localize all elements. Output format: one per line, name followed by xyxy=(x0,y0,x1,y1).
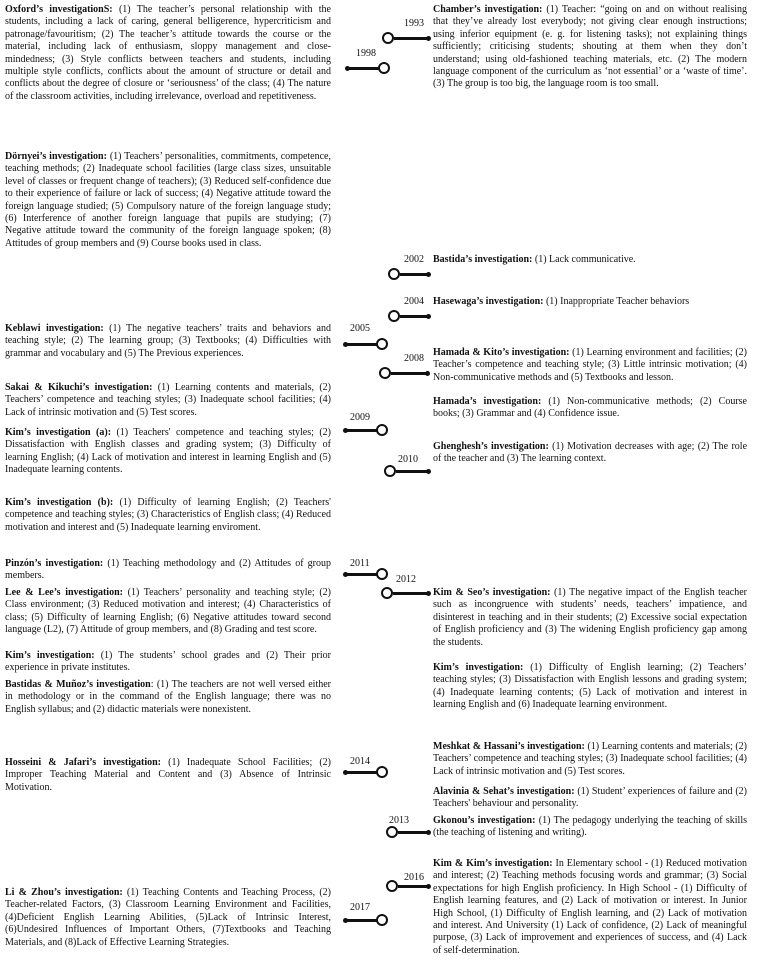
entry-title: Kim’s investigation (a): xyxy=(5,427,112,438)
entry-title: Oxford’s investigationS: xyxy=(5,4,113,15)
entry-title: Hamada’s investigation: xyxy=(433,396,542,407)
entry-body: In Elementary school - (1) Reduced motivation and interest; (2) Teaching methods focusing words and grammar; (3) Social expectations for high English proficiency. In High School - (1) Difficulty of English learning features, and (2) Lack of motivation or interest. In Junior High School, (1) Difficulty of English learning, and (2) Lack of motivation and interest. And University (1) Lack of confidence, (2) Lack of meaningful purpose, (3) Lack of improvement and experiences of success, and (4) Lack of self-determination. xyxy=(433,858,747,956)
entry-title: Hosseini & Jafari’s investigation: xyxy=(5,757,161,768)
entry-title: Hasewaga’s investigation: xyxy=(433,296,544,307)
entry-gkonou xyxy=(433,815,747,840)
connector-2008 xyxy=(379,367,431,379)
year-label-2004: 2004 xyxy=(404,296,424,307)
entry-body: (1) Student’ experiences of failure and (2) Teachers' behaviour and personality. xyxy=(433,786,748,810)
entry-title: Alavinia & Sehat’s investigation: xyxy=(433,786,575,797)
year-label-2011: 2011 xyxy=(350,558,370,569)
connector-2005 xyxy=(343,338,389,350)
entry-body: (1) Difficulty of English learning; (2) Teachers’ teaching styles; (3) Dissatisfaction with English lessons and grading system; (4) Inadequate learning contents; (5) Lack of motivation and interest in learning English and (6) Inadequate learning environment. xyxy=(433,662,747,711)
connector-2010 xyxy=(384,465,432,477)
connector-2016 xyxy=(386,880,432,892)
entry-body: (1) Learning contents and materials, (2) Teachers’ competence and teaching styles; (3) Inadequate school facilities; (4) Lack of intrinsic motivation and (5) Test scores. xyxy=(5,382,331,418)
entry-meshkat-hassani xyxy=(433,741,747,778)
connector-2002 xyxy=(388,268,432,280)
entry-body: (1) Motivation decreases with age; (2) The role of the teacher and (3) The learning context. xyxy=(433,441,748,465)
entry-body: (1) Learning contents and materials; (2) Teachers’ competence and teaching styles; (3) Inadequate school facilities; (4) Lack of intrinsic motivation and (5) Test scores. xyxy=(433,741,747,777)
year-label-2008: 2008 xyxy=(404,353,424,364)
year-label-2017: 2017 xyxy=(350,902,370,913)
entry-body: (1) Teacher: “going on and on without realising that they’ve already lost everybody; not giving clear enough instructions; using inferior equipment (e. g. for listening tasks); not explaining things sufficiently; criticising students; shouting at them when they don’t understand; using old-fashioned teaching materials, etc. (2) The modern language component of the curriculum as ‘not essential’ or a ‘waste of time’. (3) The group is too big, the language room is too small. xyxy=(433,4,747,90)
entry-kim-a xyxy=(5,427,331,477)
year-label-2012: 2012 xyxy=(396,574,416,585)
entry-body: (1) Non-communicative methods; (2) Course books; (3) Grammar and (4) Confidence issue. xyxy=(433,396,747,420)
entry-sakai-kikuchi xyxy=(5,382,331,419)
entry-body: (1) The students’ school grades and (2) Their prior experience in private institutes. xyxy=(5,650,331,674)
entry-title: Gkonou’s investigation: xyxy=(433,815,536,826)
year-label-2009: 2009 xyxy=(350,412,370,423)
entry-alavinia-sehat xyxy=(433,786,747,811)
entry-body: (1) Lack communicative. xyxy=(532,254,636,265)
entry-title: Kim’s investigation (b): xyxy=(5,497,114,508)
entry-body: (1) Inappropriate Teacher behaviors xyxy=(543,296,690,307)
entry-li-zhou xyxy=(5,887,331,949)
entry-title: Ghenghesh’s investigation: xyxy=(433,441,549,452)
entry-hosseini-jafari xyxy=(5,757,331,794)
entry-title: Hamada & Kito’s investigation: xyxy=(433,347,570,358)
entry-body: (1) Teaching Contents and Teaching Process, (2) Teacher-related Factors, (3) Classroom Learning Environment and Facilities, (4)Deficient English Learning Abilities, (5)Lack of Intrinsic Interest, (6)Undesired Influences of Important Others, (7)Textbooks and Teaching Materials, and (8)Lack of Effective Learning Strategies. xyxy=(5,887,332,948)
entry-body: : (1) The teachers are not well versed either in methodology or in the command of the English language; there was no English syllabus; and (2) didactic materials were nonexistent. xyxy=(5,679,331,715)
entry-title: Bastidas & Muñoz’s investigation xyxy=(5,679,151,690)
entry-body: (1) Learning environment and facilities; (2) Teacher’s competence and teaching style; (3) Little intrinsic motivation; (4) Non-communicative methods and (5) Textbooks and lesson. xyxy=(433,347,748,383)
connector-2014 xyxy=(343,766,389,778)
entry-body: (1) The pedagogy underlying the teaching of skills (the teaching of listening and writing). xyxy=(433,815,748,839)
entry-kim xyxy=(5,650,331,675)
entry-body: (1) Teachers’ personalities, commitments, competence, teaching methods; (2) Inadequate school facilities (large class sizes, unsuitable level of classes or frequent change of teachers); (3) Reduced self-confidence due to their experience of failure or lack of success; (4) Negative attitude toward the foreign language studied; (5) Compulsory nature of the foreign language study; (6) Interference of another foreign language that pupils are studying; (7) Negative attitude toward the community of the foreign language spoken; (8) Attitudes of group members and (9) Course books used in class. xyxy=(5,151,331,249)
connector-2011 xyxy=(343,568,389,580)
entry-body: (1) The negative impact of the English teacher such as incongruence with students’ needs, teachers’ impatience, and disinterest in teaching and in their students; (2) Excessive social expectation of English proficiency and (3) The widening English proficiency gap among the students. xyxy=(433,587,747,648)
connector-2017 xyxy=(343,914,389,926)
entry-dornyei xyxy=(5,151,331,250)
entry-hasewaga xyxy=(433,296,747,308)
entry-title: Sakai & Kikuchi’s investigation: xyxy=(5,382,153,393)
entry-body: (1) The negative teachers’ traits and behaviors and teaching style; (2) The learning group; (3) Textbooks; (4) Difficulties with grammar and vocabulary and (5) The Previous experiences. xyxy=(5,323,331,359)
year-label-2005: 2005 xyxy=(350,323,370,334)
entry-title: Meshkat & Hassani’s investigation: xyxy=(433,741,585,752)
entry-title: Kim’s investigation: xyxy=(433,662,524,673)
year-label-2002: 2002 xyxy=(404,254,424,265)
year-label-1993: 1993 xyxy=(404,18,424,29)
entry-body: (1) Difficulty of learning English; (2) Teachers' competence and teaching styles; (3) Characteristics of English class; (4) Reduced motivation and interest and (5) Inadequate learning enviroment. xyxy=(5,497,331,533)
entry-body: (1) Teachers' competence and teaching styles; (2) Dissatisfaction with English classes and grading system; (3) Difficulty of learning English; (4) Lack of motivation and interest in learning English and (5) Inadequate learning contents. xyxy=(5,427,331,476)
entry-oxford xyxy=(5,4,331,103)
entry-kim-seo xyxy=(433,587,747,649)
entry-bastidas-munoz xyxy=(5,679,331,716)
entry-lee-lee xyxy=(5,587,331,637)
entry-ghenghesh xyxy=(433,441,747,466)
year-label-1998: 1998 xyxy=(356,48,376,59)
entry-pinzon xyxy=(5,558,331,583)
entry-hamada xyxy=(433,396,747,421)
entry-title: Pinzón’s investigation: xyxy=(5,558,104,569)
entry-title: Dörnyei’s investigation: xyxy=(5,151,107,162)
entry-bastida xyxy=(433,254,747,266)
entry-title: Kim & Seo’s investigation: xyxy=(433,587,551,598)
entry-title: Lee & Lee’s investigation: xyxy=(5,587,123,598)
entry-title: Kim & Kim’s investigation: xyxy=(433,858,553,869)
connector-2013 xyxy=(386,826,432,838)
entry-title: Kim’s investigation: xyxy=(5,650,95,661)
connector-1993 xyxy=(382,32,432,44)
entry-hamada-kito xyxy=(433,347,747,384)
connector-1998 xyxy=(345,62,391,74)
entry-title: Chamber’s investigation: xyxy=(433,4,543,15)
year-label-2010: 2010 xyxy=(398,454,418,465)
entry-kim-right xyxy=(433,662,747,712)
entry-kim-kim xyxy=(433,858,747,957)
entry-body: (1) The teacher’s personal relationship with the students, including a lack of caring, general belligerence, hypercriticism and patronage/favouritism; (2) The teacher’s attitude towards the course or the material, including lack of enthusiasm, sloppy management and close-mindedness; (3) Style conflicts between teachers and students, including multiple style conflicts, conflicts about the amount of structure or detail and conflicts about the degree of closure or ‘seriousness’ of the class; (4) The nature of the classroom activities, including irrelevance, overload and repetitiveness. xyxy=(5,4,331,102)
entry-chamber xyxy=(433,4,747,91)
entry-title: Keblawi investigation: xyxy=(5,323,104,334)
entry-body: (1) Inadequate School Facilities; (2) Improper Teaching Material and Content and (3) Absence of Intrinsic Motivation. xyxy=(5,757,332,793)
year-label-2016: 2016 xyxy=(404,872,424,883)
entry-title: Bastida’s investigation: xyxy=(433,254,533,265)
entry-keblawi xyxy=(5,323,331,360)
connector-2009 xyxy=(343,424,389,436)
entry-body: (1) Teaching methodology and (2) Attitudes of group members. xyxy=(5,558,332,582)
entry-title: Li & Zhou’s investigation: xyxy=(5,887,123,898)
connector-2012 xyxy=(381,587,432,599)
connector-2004 xyxy=(388,310,432,322)
year-label-2013: 2013 xyxy=(389,815,409,826)
entry-kim-b xyxy=(5,497,331,534)
year-label-2014: 2014 xyxy=(350,756,370,767)
entry-body: (1) Teachers’ personality and teaching style; (2) Class environment; (3) Reduced motivation and interest; (4) Characteristics of class; (5) Difficulty of learning English; (6) Negative attitudes toward second language (L2), (7) Attitude of group members, and (8) Grading and test score. xyxy=(5,587,331,636)
